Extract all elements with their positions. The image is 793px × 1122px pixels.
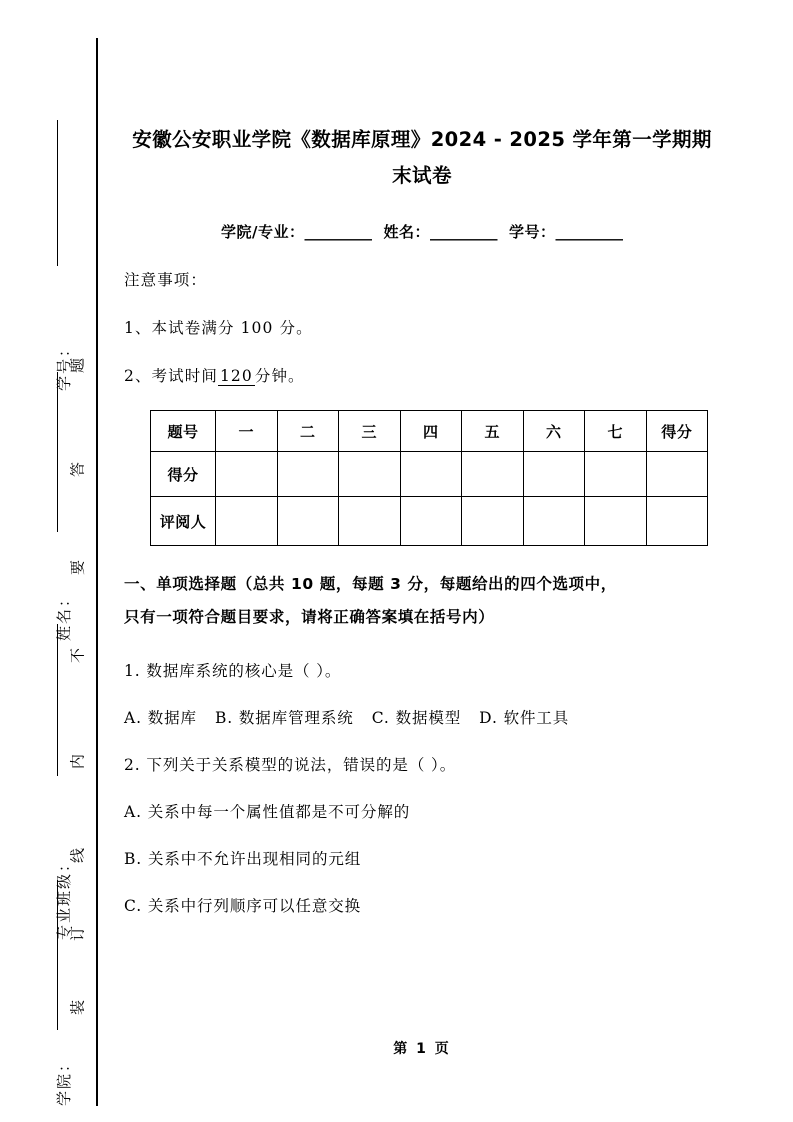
document-body: [124, 0, 720, 1122]
seal-char: 订: [68, 926, 87, 942]
score-table-row-label: 评阅人: [151, 497, 216, 546]
score-table-cell[interactable]: [523, 452, 585, 497]
binding-inner-rule-segment: [57, 372, 58, 532]
seal-char: 题: [68, 358, 87, 374]
score-table-cell: 二: [277, 411, 339, 452]
page-title: 安徽公安职业学院《数据库原理》2024 - 2025 学年第一学期期末试卷: [132, 128, 712, 187]
seal-char: 内: [68, 754, 87, 770]
score-table-cell[interactable]: [277, 497, 339, 546]
table-row: [151, 497, 708, 546]
score-table-cell: 一: [216, 411, 278, 452]
score-table-cell: 四: [400, 411, 462, 452]
question-1-option-d[interactable]: D. 软件工具: [479, 709, 570, 727]
section-heading-line-2: 只有一项符合题目要求，请将正确答案填在括号内）: [124, 608, 495, 626]
score-table-cell[interactable]: [277, 452, 339, 497]
info-label-name: 姓名：: [383, 223, 430, 241]
score-table-cell[interactable]: [646, 452, 708, 497]
info-blank-college-major[interactable]: _________: [304, 223, 373, 241]
question-2-option-b[interactable]: B. 关系中不允许出现相同的元组: [124, 850, 362, 868]
score-table-cell[interactable]: [462, 452, 524, 497]
info-blank-student-id[interactable]: _________: [555, 223, 623, 241]
section-heading-multiple-choice: [124, 568, 720, 634]
score-table-row-label: 题号: [151, 411, 216, 452]
score-table-cell: 六: [523, 411, 585, 452]
score-table-cell: 七: [585, 411, 647, 452]
info-label-student-id: 学号：: [508, 223, 556, 241]
binding-inner-rule-segment: [57, 624, 58, 776]
score-table-cell[interactable]: [646, 497, 708, 546]
score-table-cell[interactable]: [216, 497, 278, 546]
seal-char: 装: [68, 1000, 87, 1016]
seal-char: 不: [68, 648, 87, 664]
margin-field-student-id: 学号：: [55, 340, 73, 392]
note-item-duration: [124, 364, 720, 386]
question-1-option-b[interactable]: B. 数据库管理系统: [214, 709, 354, 727]
table-row: [151, 411, 708, 452]
score-table-cell[interactable]: [462, 497, 524, 546]
seal-char: 答: [68, 462, 87, 478]
note-item-total-score: 1、本试卷满分 100 分。: [124, 319, 313, 337]
question-1-text: 1. 数据库系统的核心是（ ）。: [124, 662, 342, 680]
score-table-cell[interactable]: [523, 497, 585, 546]
score-table: [150, 410, 708, 546]
margin-field-college: 学院：: [55, 1055, 73, 1107]
score-table-cell[interactable]: [339, 497, 401, 546]
question-1-options: [124, 706, 720, 728]
margin-field-class: 专业班级：: [55, 855, 73, 941]
table-row: [151, 452, 708, 497]
student-info-line: [124, 221, 720, 242]
score-table-cell[interactable]: [400, 452, 462, 497]
question-2-option-a[interactable]: A. 关系中每一个属性值都是不可分解的: [124, 803, 411, 821]
seal-char: 要: [68, 560, 87, 576]
binding-outer-rule: [96, 38, 98, 1106]
question-1-option-a[interactable]: A. 数据库: [124, 709, 197, 727]
score-table-cell[interactable]: [339, 452, 401, 497]
note-duration-pre: 2、考试时间: [124, 367, 218, 385]
score-table-cell[interactable]: [585, 452, 647, 497]
binding-inner-rule-segment: [57, 120, 58, 266]
score-table-cell[interactable]: [400, 497, 462, 546]
section-heading-line-1: 一、单项选择题（总共 10 题，每题 3 分，每题给出的四个选项中，: [124, 575, 617, 593]
question-2-text: 2. 下列关于关系模型的说法，错误的是（ ）。: [124, 756, 457, 774]
seal-char: 线: [68, 848, 87, 864]
question-1-option-c[interactable]: C. 数据模型: [371, 709, 462, 727]
info-blank-name[interactable]: _________: [429, 223, 498, 241]
margin-field-name: 姓名：: [55, 590, 73, 642]
info-label-college-major: 学院/专业：: [221, 223, 305, 241]
score-table-cell[interactable]: [216, 452, 278, 497]
score-table-row-label: 得分: [151, 452, 216, 497]
score-table-cell: 五: [462, 411, 524, 452]
score-table-cell: 三: [339, 411, 401, 452]
score-table-cell: 得分: [646, 411, 708, 452]
question-2-option-c[interactable]: C. 关系中行列顺序可以任意交换: [124, 897, 362, 915]
score-table-cell[interactable]: [585, 497, 647, 546]
notes-heading: 注意事项：: [124, 271, 208, 289]
page-footer: 第 1 页: [393, 1041, 451, 1057]
note-duration-post: 分钟。: [254, 367, 305, 385]
note-duration-value: 120: [219, 367, 253, 385]
